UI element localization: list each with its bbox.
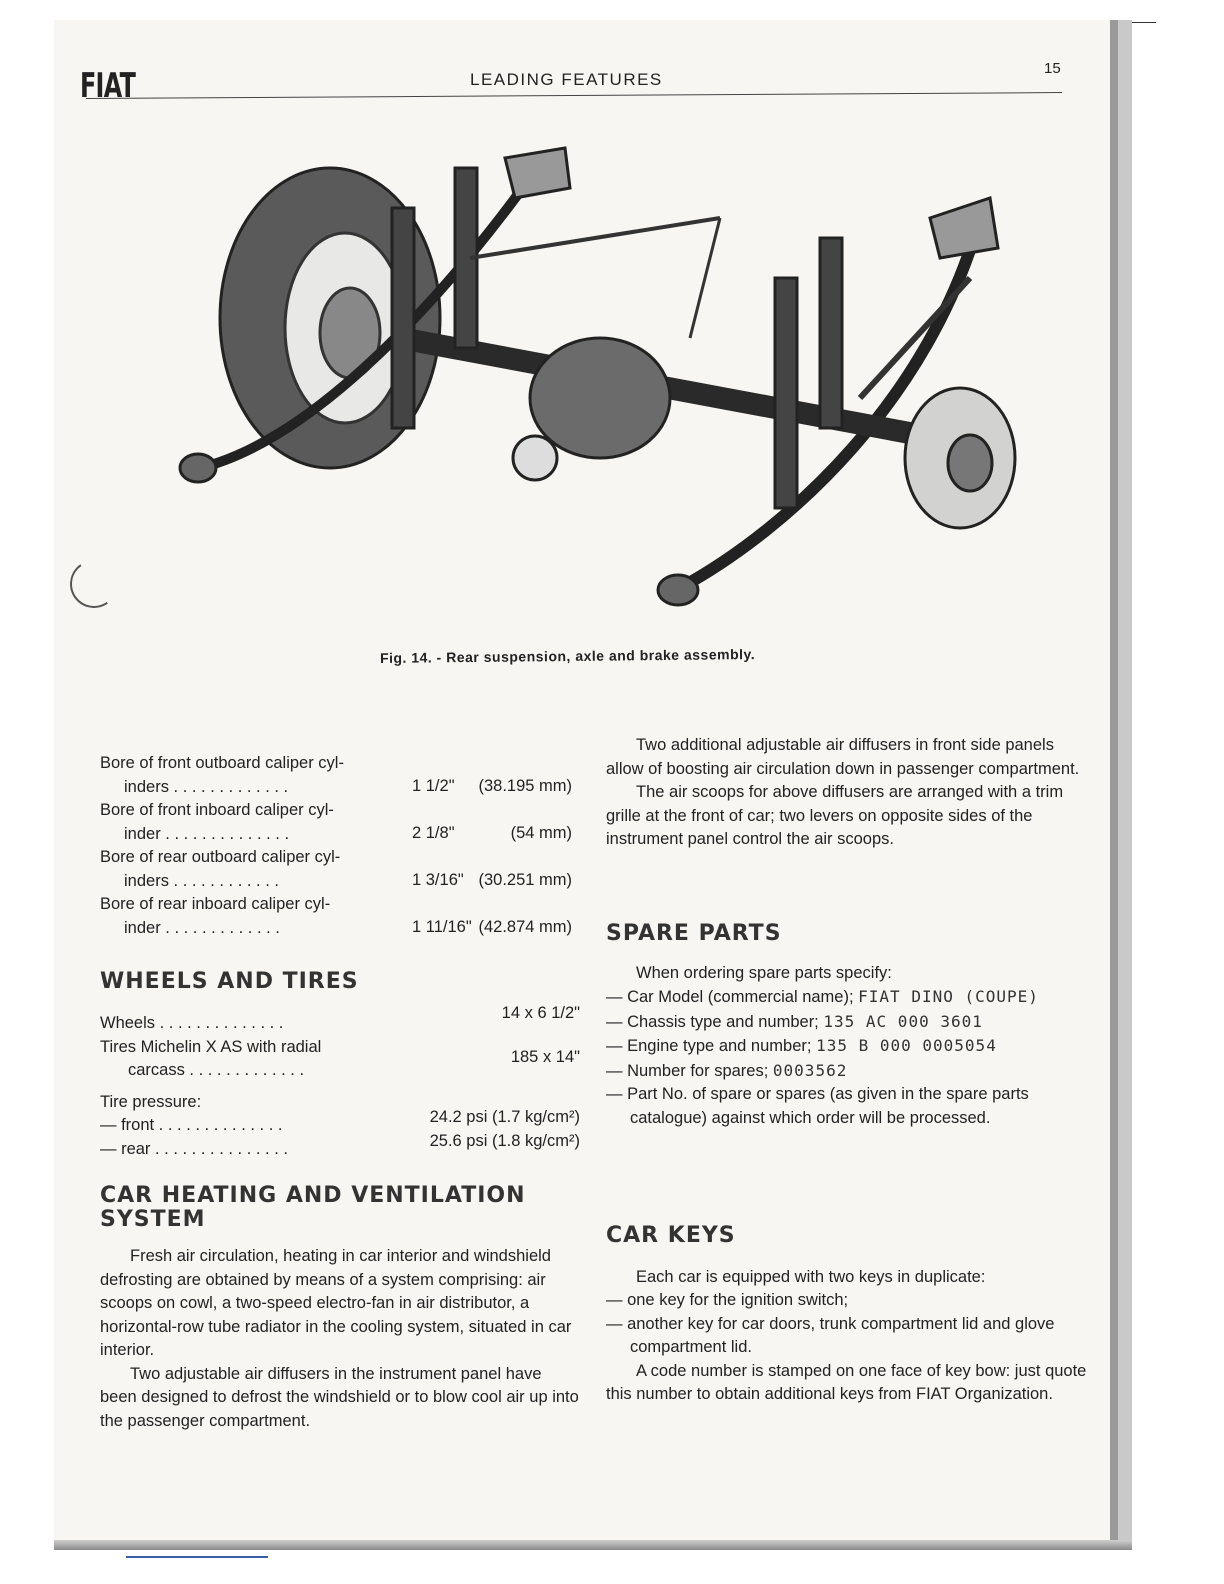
spec-label-cont: inders . . . . . . . . . . . . . (124, 777, 289, 796)
spare-parts-item (606, 1059, 1090, 1084)
running-head: LEADING FEATURES (470, 70, 663, 89)
spec-row (100, 752, 580, 799)
page-edge (1118, 20, 1132, 1550)
wheels-row (100, 1003, 580, 1036)
rear-suspension-illustration (170, 138, 1030, 628)
spec-row (100, 799, 580, 846)
spare-parts-item (606, 1010, 1090, 1035)
spare-parts-item-text: — Number for spares; (606, 1061, 769, 1080)
spare-parts-item (606, 985, 1090, 1010)
wheels-label: Wheels . . . . . . . . . . . . . . (100, 1013, 284, 1032)
heating-paragraph: Fresh air circulation, heating in car interior and windshield defrosting are obtained by means of a system comprising: air scoops on cowl, a two-speed electro-fan in air distributor, a horizontal-row tube radiator in the cooling system, situated in car interior. (100, 1247, 572, 1359)
spare-parts-item (606, 1034, 1090, 1059)
spare-parts-item-text: — Chassis type and number; (606, 1012, 819, 1031)
spec-label: Bore of rear outboard caliper cyl- (100, 848, 341, 866)
spec-label: Bore of rear inboard caliper cyl- (100, 895, 331, 913)
wheels-section (100, 970, 580, 1161)
page-bottom-edge (54, 1540, 1132, 1550)
scan-marker (126, 1556, 268, 1558)
pressure-rear-value: 25.6 psi (1.8 kg/cm²) (429, 1131, 580, 1150)
spec-inch-value: 1 1/2" (412, 777, 455, 795)
handwritten-entry: 135 AC 000 3601 (823, 1011, 983, 1031)
spec-inch-value: 2 1/8" (412, 824, 455, 842)
handwritten-entry: FIAT DINO (COUPE) (858, 987, 1039, 1006)
spec-mm-value: (30.251 mm) (478, 871, 572, 889)
heating-paragraph: The air scoops for above diffusers are arranged with a trim grille at the front of car; two levers on opposite sides of the instrument panel control the air scoops. (606, 783, 1064, 848)
tires-value: 185 x 14" (510, 1047, 580, 1066)
spec-inch-value: 1 11/16" (412, 918, 472, 936)
page-number: 15 (1044, 60, 1061, 77)
spec-inch-value: 1 3/16" (412, 871, 464, 889)
tires-label-cont: carcass . . . . . . . . . . . . . (128, 1061, 305, 1079)
shock-absorber (820, 238, 842, 428)
spec-label-cont: inder . . . . . . . . . . . . . (124, 918, 280, 937)
handwritten-entry: 0003562 (772, 1060, 848, 1080)
pressure-rear-row (100, 1131, 580, 1162)
spec-row (100, 846, 580, 893)
spare-parts-intro: When ordering spare parts specify: (636, 963, 892, 982)
heating-continued (606, 734, 1090, 852)
wheels-value: 14 x 6 1/2" (501, 1003, 580, 1022)
spare-parts-section (606, 922, 1090, 1130)
spec-mm-value: (54 mm) (510, 824, 572, 842)
pressure-rear-label: — rear . . . . . . . . . . . . . . . (100, 1139, 288, 1158)
heating-paragraph: Two additional adjustable air diffusers in front side panels allow of boosting air circulation down in passenger compartment. (606, 736, 1080, 778)
spare-parts-item-text: — Engine type and number; (606, 1037, 812, 1055)
spec-row (100, 893, 580, 940)
car-keys-section (606, 1224, 1090, 1407)
spec-label-cont: inders . . . . . . . . . . . . (124, 871, 279, 890)
figure-label: Fig. 14. (379, 649, 433, 666)
tire-pressure-label: Tire pressure: (100, 1092, 202, 1111)
tires-label: Tires Michelin X AS with radial (100, 1037, 322, 1056)
heating-paragraph: Two adjustable air diffusers in the instrument panel have been designed to defrost the windshield or to blow cool air up into the passenger compartment. (100, 1364, 579, 1430)
car-keys-intro: Each car is equipped with two keys in duplicate: (636, 1267, 986, 1286)
shock-absorber (775, 278, 797, 508)
spare-parts-item (606, 1083, 1090, 1130)
heating-section (100, 1184, 580, 1433)
heating-heading-cont: SYSTEM (100, 1206, 206, 1232)
spare-parts-item-text: — Part No. of spare or spares (as given in the spare parts catalogue) against which order will be processed. (606, 1085, 1029, 1127)
spare-parts-heading: SPARE PARTS (606, 921, 782, 946)
handwritten-entry: 135 B 000 0005054 (816, 1036, 997, 1055)
fiat-logo: FIAT (80, 66, 136, 106)
spec-label: Bore of front outboard caliper cyl- (100, 754, 344, 772)
spec-mm-value: (38.195 mm) (478, 777, 572, 795)
pressure-front-label: — front . . . . . . . . . . . . . . (100, 1116, 283, 1134)
car-keys-item: — one key for the ignition switch; (606, 1291, 849, 1309)
car-keys-heading: CAR KEYS (606, 1223, 736, 1248)
differential (530, 338, 670, 458)
brake-specs (100, 752, 580, 940)
spec-label-cont: inder . . . . . . . . . . . . . . (124, 824, 290, 843)
figure-caption-text: - Rear suspension, axle and brake assembly. (436, 646, 756, 666)
heating-heading: CAR HEATING AND VENTILATION (100, 1183, 526, 1208)
tires-row (100, 1036, 580, 1083)
car-keys-paragraph: A code number is stamped on one face of key bow: just quote this number to obtain additional keys from FIAT Organization. (606, 1361, 1087, 1403)
wheels-heading: WHEELS AND TIRES (100, 969, 359, 994)
spec-label: Bore of front inboard caliper cyl- (100, 801, 334, 819)
pressure-front-value: 24.2 psi (1.7 kg/cm²) (429, 1108, 580, 1126)
spare-parts-item-text: — Car Model (commercial name); (606, 988, 854, 1006)
shock-absorber (392, 208, 414, 428)
car-keys-item: — another key for car doors, trunk compartment lid and glove compartment lid. (606, 1314, 1055, 1356)
spec-mm-value: (42.874 mm) (478, 918, 572, 936)
